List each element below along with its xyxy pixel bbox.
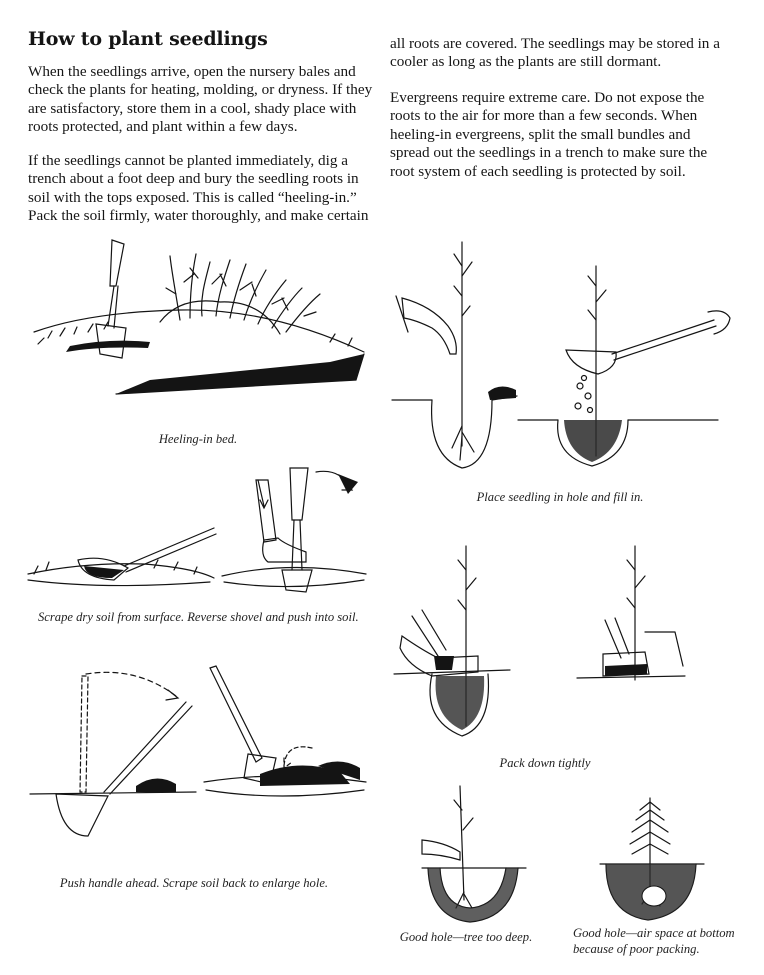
scrape-dry-soil-illustration: [24, 518, 219, 598]
scrape-soil-back-illustration: [200, 662, 370, 812]
caption-pack-down: Pack down tightly: [499, 756, 591, 770]
caption-heeling-in-bed: Heeling-in bed.: [158, 432, 238, 446]
paragraph-heeling-in-continued: all roots are covered. The seedlings may be stored in a cooler as long as the plants are still dormant.: [390, 35, 720, 71]
page-title: How to plant seedlings: [28, 28, 268, 50]
paragraph-evergreens: Evergreens require extreme care. Do not expose the roots to the air for more than a few seconds. When heeling-in evergreens, split the small bundles and spread out the seedlings in a trench to make sure the root system of each seedling is protected by soil.: [390, 89, 708, 180]
hole-air-space-illustration: [598, 788, 708, 924]
heeling-in-bed-illustration: [30, 234, 370, 424]
caption-push-handle: Push handle ahead. Scrape soil back to enlarge hole.: [59, 876, 329, 890]
pack-down-boot-illustration: [392, 540, 517, 745]
caption-good-hole-air-line2: because of poor packing.: [573, 942, 700, 956]
pack-down-heel-illustration: [575, 540, 690, 690]
push-shovel-into-soil-illustration: [220, 460, 370, 600]
paragraph-heeling-in: If the seedlings cannot be planted immediately, dig a trench about a foot deep and bury the seedling roots in soil with the tops exposed. This is called “heeling-in.” Pack the soil firmly, water thoroughly, and make certain: [28, 152, 369, 225]
place-seedling-in-hole-illustration: [392, 236, 517, 476]
caption-scrape-dry-soil: Scrape dry soil from surface. Reverse shovel and push into soil.: [38, 610, 359, 624]
push-handle-ahead-illustration: [26, 666, 201, 851]
hole-tree-too-deep-illustration: [420, 780, 530, 930]
fill-in-hole-illustration: [518, 256, 738, 476]
caption-place-seedling: Place seedling in hole and fill in.: [476, 490, 644, 504]
caption-good-hole-air-line1: Good hole—air space at bottom: [573, 926, 735, 940]
paragraph-arrival: When the seedlings arrive, open the nursery bales and check the plants for heating, molding, or dryness. If they are satisfactory, store them in a cool, shady place with roots protected, and plant within a few days.: [28, 63, 373, 136]
caption-good-hole-deep: Good hole—tree too deep.: [399, 930, 533, 944]
